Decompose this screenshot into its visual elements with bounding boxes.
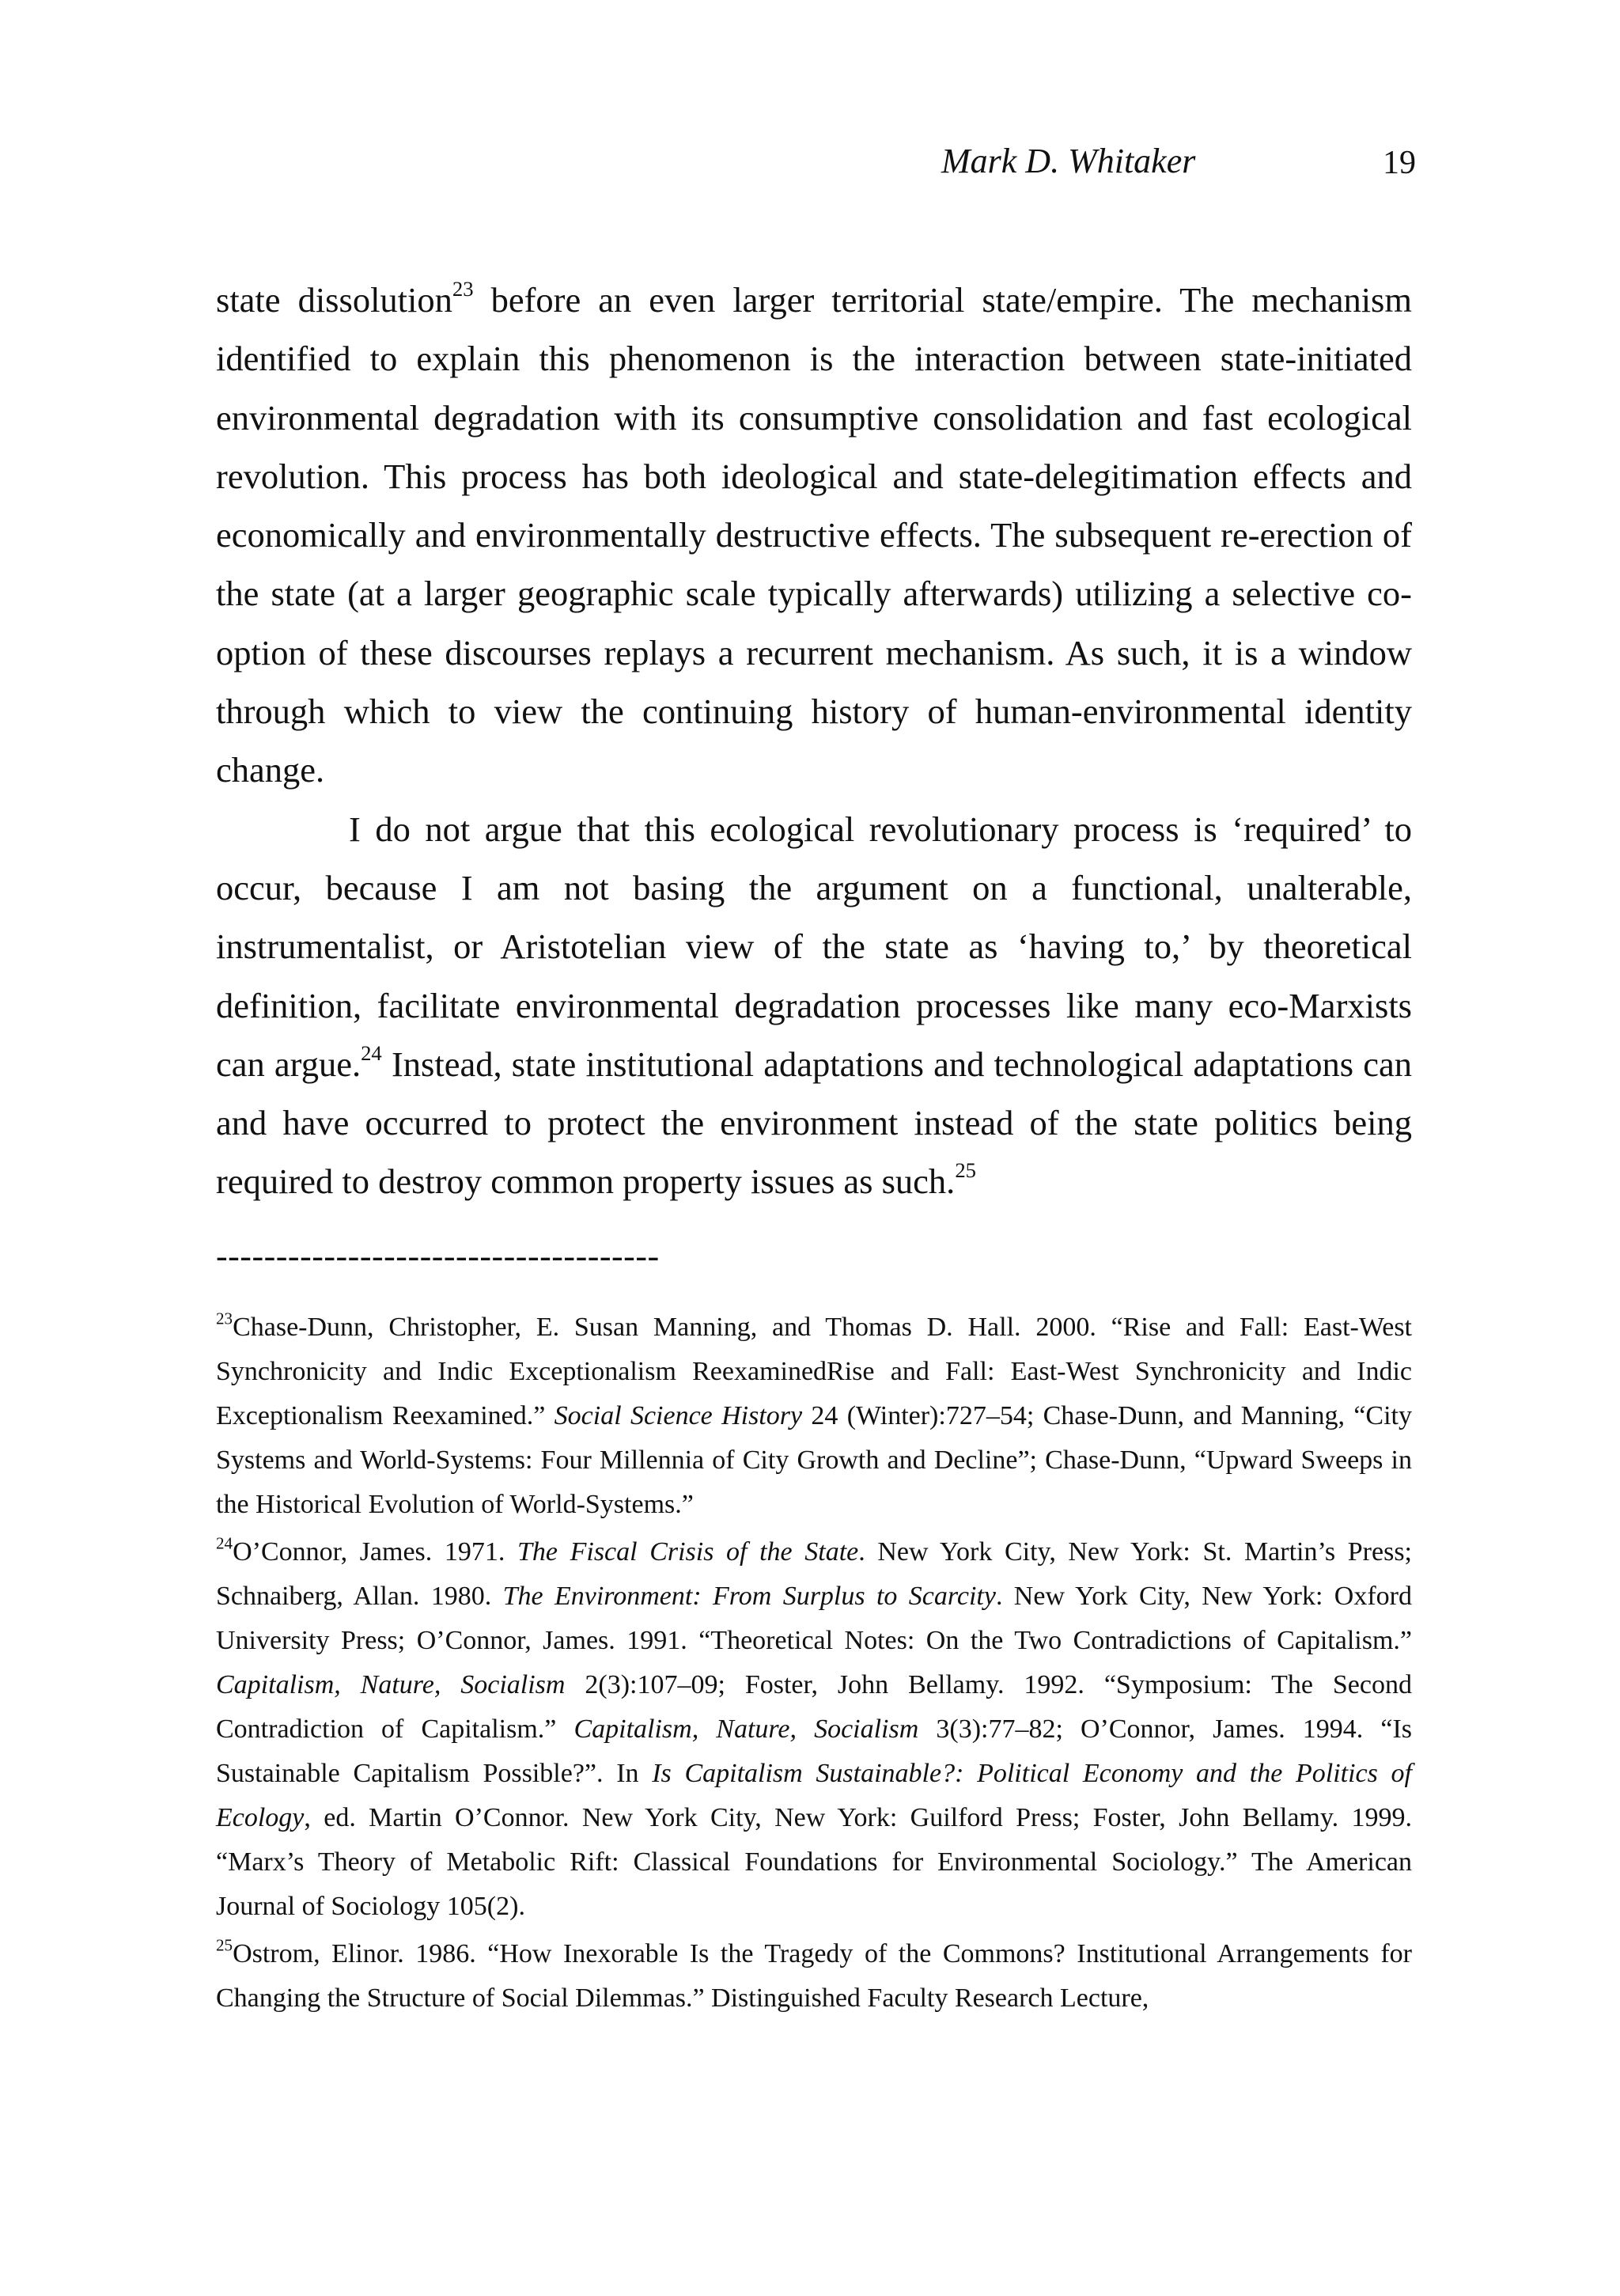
text-run: 24 (Winter):727–54; Chase-Dunn, and Manning, “City Systems and World-Systems: Four Millennia of City Growth and Decline”; Chase-Dunn, “Upward Sweeps in the Historical Evolution of World-Systems.”: [216, 1401, 1413, 1519]
text-run: , ed. Martin O’Connor. New York City, New York: Guilford Press; Foster, John Bellamy. 1999. “Marx’s Theory of Metabolic Rift: Classical Foundations for Environmental Sociology.” The American Journal of Sociology 105(2).: [216, 1803, 1412, 1921]
text-run: 3(3):77–82; O’Connor, James. 1994. “Is Sustainable Capitalism Possible?”. In: [216, 1714, 1413, 1788]
text-run: O’Connor, James. 1971.: [233, 1537, 517, 1567]
text-run: state dissolution: [216, 280, 452, 320]
text-run: Instead, state institutional adaptations and technological adaptations can and have occurred to protect the environment instead of the state politics being required to destroy common property issues as such.: [216, 1044, 1412, 1202]
main-text: [216, 271, 1412, 1211]
footnote-23: [216, 1305, 1412, 1527]
text-run: 2(3):107–09; Foster, John Bellamy. 1992. “Symposium: The Second Contradiction of Capitalism.”: [216, 1670, 1412, 1744]
footnote-24: [216, 1530, 1412, 1929]
page-number: 19: [1383, 145, 1416, 181]
text-run: I do not argue that this ecological revolutionary process is ‘required’ to occur, because I am not basing the argument on a functional, unalterable, instrumentalist, or Aristotelian view of the state as ‘having to,’ by theoretical definition, facilitate environmental degradation processes like many eco-Marxists can argue.: [216, 809, 1412, 1084]
footnote-number: 25: [216, 1935, 233, 1955]
italic-title: Capitalism, Nature, Socialism: [216, 1670, 566, 1699]
footnote-number: 24: [216, 1533, 233, 1553]
text-run: Chase-Dunn, Christopher, E. Susan Manning, and Thomas D. Hall. 2000. “Rise and Fall: East-West Synchronicity and Indic Exceptionalism ReexaminedRise and Fall: East-West Synchronicity and Indic Exceptionalism Reexamined.”: [216, 1313, 1412, 1430]
footnote-25: [216, 1932, 1412, 2021]
footnote-divider: -------------------------------------: [216, 1237, 660, 1275]
body-paragraph: [216, 800, 1412, 1211]
footnote-ref-25[interactable]: 25: [955, 1158, 976, 1183]
footnote-number: 23: [216, 1309, 233, 1328]
text-run: Ostrom, Elinor. 1986. “How Inexorable Is the Tragedy of the Commons? Institutional Arrangements for Changing the Structure of Social Dilemmas.” Distinguished Faculty Research Lecture,: [216, 1939, 1412, 2013]
text-run: before an even larger territorial state/empire. The mechanism identified to explain this phenomenon is the interaction between state-initiated environmental degradation with its consumptive consolidation and fast ecological revolution. This process has both ideological and state-delegitimation effects and economically and environmentally destructive effects. The subsequent re-erection of the state (at a larger geographic scale typically afterwards) utilizing a selective co-option of these discourses replays a recurrent mechanism. As such, it is a window through which to view the continuing history of human-environmental identity change.: [216, 280, 1412, 790]
footnotes-section: [216, 1305, 1412, 2024]
italic-title: The Environment: From Surplus to Scarcity: [502, 1582, 996, 1611]
footnote-ref-24[interactable]: 24: [361, 1040, 382, 1065]
running-head-author: Mark D. Whitaker: [941, 142, 1196, 180]
footnote-ref-23[interactable]: 23: [452, 276, 474, 301]
italic-title: Social Science History: [554, 1401, 803, 1430]
text-run: . New York City, New York: St. Martin’s Press; Schnaiberg, Allan. 1980.: [216, 1537, 1412, 1611]
italic-title: Is Capitalism Sustainable?: Political Economy and the Politics of Ecology: [216, 1759, 1412, 1832]
body-paragraph: [216, 271, 1412, 800]
italic-title: The Fiscal Crisis of the State: [517, 1537, 859, 1567]
italic-title: Capitalism, Nature, Socialism: [573, 1714, 919, 1744]
text-run: . New York City, New York: Oxford University Press; O’Connor, James. 1991. “Theoretical Notes: On the Two Contradictions of Capitalism.”: [216, 1582, 1412, 1655]
